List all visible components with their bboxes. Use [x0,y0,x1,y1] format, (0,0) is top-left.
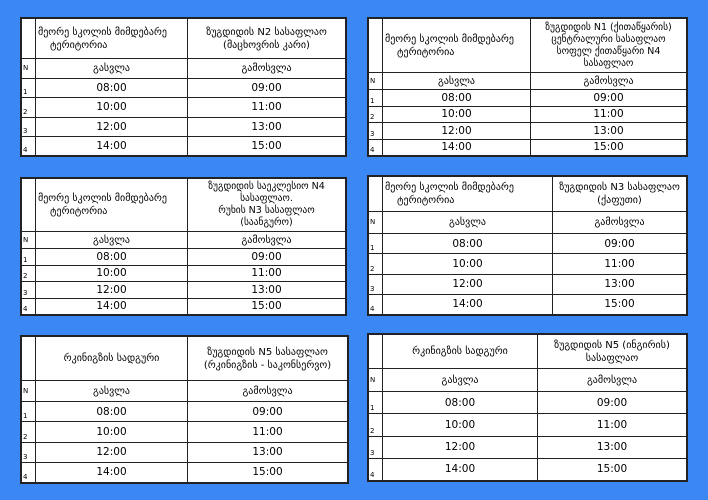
return-header: გამოსვლა [538,369,687,392]
departure-header: გასვლა [36,59,188,79]
departure-time: 08:00 [36,79,188,98]
return-header: გამოსვლა [188,381,348,402]
return-time: 13:00 [553,274,687,294]
row-number: 2 [22,265,36,282]
row-number: 3 [22,117,36,136]
departure-time: 14:00 [383,139,531,156]
corner-cell [22,19,36,59]
departure-time: 10:00 [383,414,538,436]
table-row [22,136,346,155]
table-row [369,294,687,314]
departure-time: 12:00 [383,274,553,294]
table-row [22,79,346,98]
table-row [22,249,346,266]
table-row [22,462,348,482]
table-row [369,274,687,294]
row-number: 4 [22,298,36,315]
table-row [369,436,687,458]
return-time: 13:00 [538,436,687,458]
row-number: 1 [22,79,36,98]
row-number: 1 [22,249,36,266]
row-number: 3 [369,274,383,294]
return-time: 11:00 [553,254,687,274]
schedule-card-1 [20,17,347,157]
departure-time: 12:00 [383,123,531,140]
origin-header: მეორე სკოლის მიმდებარე ტერიტორია [36,19,188,59]
schedule-table [368,18,687,156]
return-header: გამოსვლა [188,59,346,79]
table-row [369,106,687,123]
return-time: 09:00 [538,392,687,414]
row-number: 1 [22,402,36,422]
n-header: N [369,369,383,392]
departure-header: გასვლა [383,369,538,392]
departure-time: 08:00 [36,249,188,266]
schedule-card-3 [20,177,347,316]
return-header: გამოსვლა [553,212,687,234]
origin-header: რკინიგზის სადგური [383,335,538,369]
table-row [22,117,346,136]
row-number: 4 [369,458,383,480]
schedule-card-4 [367,175,688,316]
row-number: 1 [369,234,383,254]
departure-time: 14:00 [36,462,188,482]
departure-time: 08:00 [383,90,531,107]
departure-time: 08:00 [383,392,538,414]
return-time: 13:00 [531,123,687,140]
return-time: 13:00 [188,282,346,299]
row-number: 4 [369,139,383,156]
return-time: 11:00 [531,106,687,123]
destination-header: ზუგდიდის N3 სასაფლაო (ქაფუთი) [553,177,687,212]
row-number: 3 [369,123,383,140]
table-row [369,392,687,414]
schedule-table [21,178,346,315]
return-time: 09:00 [188,402,348,422]
departure-time: 12:00 [36,117,188,136]
departure-header: გასვლა [383,212,553,234]
departure-time: 12:00 [383,436,538,458]
departure-time: 14:00 [36,136,188,155]
return-time: 11:00 [188,98,346,117]
departure-time: 08:00 [36,402,188,422]
departure-time: 14:00 [383,294,553,314]
destination-header: ზუგდიდის N2 სასაფლაო (მაცხოვრის კარი) [188,19,346,59]
table-row [369,458,687,480]
corner-cell [22,179,36,232]
row-number: 4 [369,294,383,314]
n-header: N [22,232,36,249]
table-row [369,414,687,436]
table-row [22,442,348,462]
row-number: 2 [369,414,383,436]
origin-header: მეორე სკოლის მიმდებარე ტერიტორია [36,179,188,232]
return-time: 11:00 [188,265,346,282]
row-number: 2 [369,254,383,274]
row-number: 3 [22,282,36,299]
corner-cell [369,335,383,369]
schedule-card-2 [367,17,688,157]
table-row [369,123,687,140]
n-header: N [22,59,36,79]
departure-time: 14:00 [36,298,188,315]
origin-header: რკინიგზის სადგური [36,337,188,381]
return-time: 09:00 [188,249,346,266]
return-time: 15:00 [553,294,687,314]
return-time: 09:00 [553,234,687,254]
departure-time: 12:00 [36,282,188,299]
table-row [22,265,346,282]
return-header: გამოსვლა [531,73,687,90]
return-time: 09:00 [531,90,687,107]
destination-header: ზუგდიდის საეკლესიო N4 სასაფლაო. რუხის N3 სასაფლაო (საანგურო) [188,179,346,232]
row-number: 2 [22,98,36,117]
n-header: N [369,212,383,234]
row-number: 4 [22,462,36,482]
departure-time: 14:00 [383,458,538,480]
schedule-table [21,336,348,483]
departure-time: 08:00 [383,234,553,254]
return-time: 13:00 [188,117,346,136]
departure-time: 12:00 [36,442,188,462]
departure-time: 10:00 [36,422,188,442]
return-time: 09:00 [188,79,346,98]
return-time: 15:00 [188,462,348,482]
table-row [369,234,687,254]
n-header: N [22,381,36,402]
schedule-table [368,334,687,481]
return-time: 11:00 [538,414,687,436]
departure-time: 10:00 [36,98,188,117]
departure-time: 10:00 [383,254,553,274]
table-row [369,254,687,274]
departure-header: გასვლა [36,232,188,249]
origin-header: მეორე სკოლის მიმდებარე ტერიტორია [383,19,531,73]
schedule-card-6 [367,333,688,482]
row-number: 4 [22,136,36,155]
origin-header: მეორე სკოლის მიმდებარე ტერიტორია [383,177,553,212]
corner-cell [22,337,36,381]
return-time: 11:00 [188,422,348,442]
table-row [22,282,346,299]
row-number: 3 [369,436,383,458]
schedule-table [368,176,687,315]
destination-header: ზუგდიდის N1 (ქითაწყარის) ცენტრალური სასაფლაო სოფელ ქითაწყარი N4 სასაფლაო [531,19,687,73]
departure-header: გასვლა [36,381,188,402]
departure-time: 10:00 [383,106,531,123]
destination-header: ზუგდიდის N5 (ინგირის) სასაფლაო [538,335,687,369]
n-header: N [369,73,383,90]
table-row [22,402,348,422]
return-time: 15:00 [531,139,687,156]
return-header: გამოსვლა [188,232,346,249]
corner-cell [369,19,383,73]
departure-time: 10:00 [36,265,188,282]
schedule-card-5 [20,335,349,484]
row-number: 1 [369,392,383,414]
destination-header: ზუგდიდის N5 სასაფლაო (რკინიგზის - საკონსერვო) [188,337,348,381]
row-number: 1 [369,90,383,107]
table-row [22,422,348,442]
corner-cell [369,177,383,212]
schedule-table [21,18,346,156]
return-time: 15:00 [188,298,346,315]
table-row [22,298,346,315]
departure-header: გასვლა [383,73,531,90]
return-time: 15:00 [188,136,346,155]
table-row [369,90,687,107]
return-time: 13:00 [188,442,348,462]
table-row [369,139,687,156]
table-row [22,98,346,117]
row-number: 2 [22,422,36,442]
row-number: 2 [369,106,383,123]
row-number: 3 [22,442,36,462]
return-time: 15:00 [538,458,687,480]
